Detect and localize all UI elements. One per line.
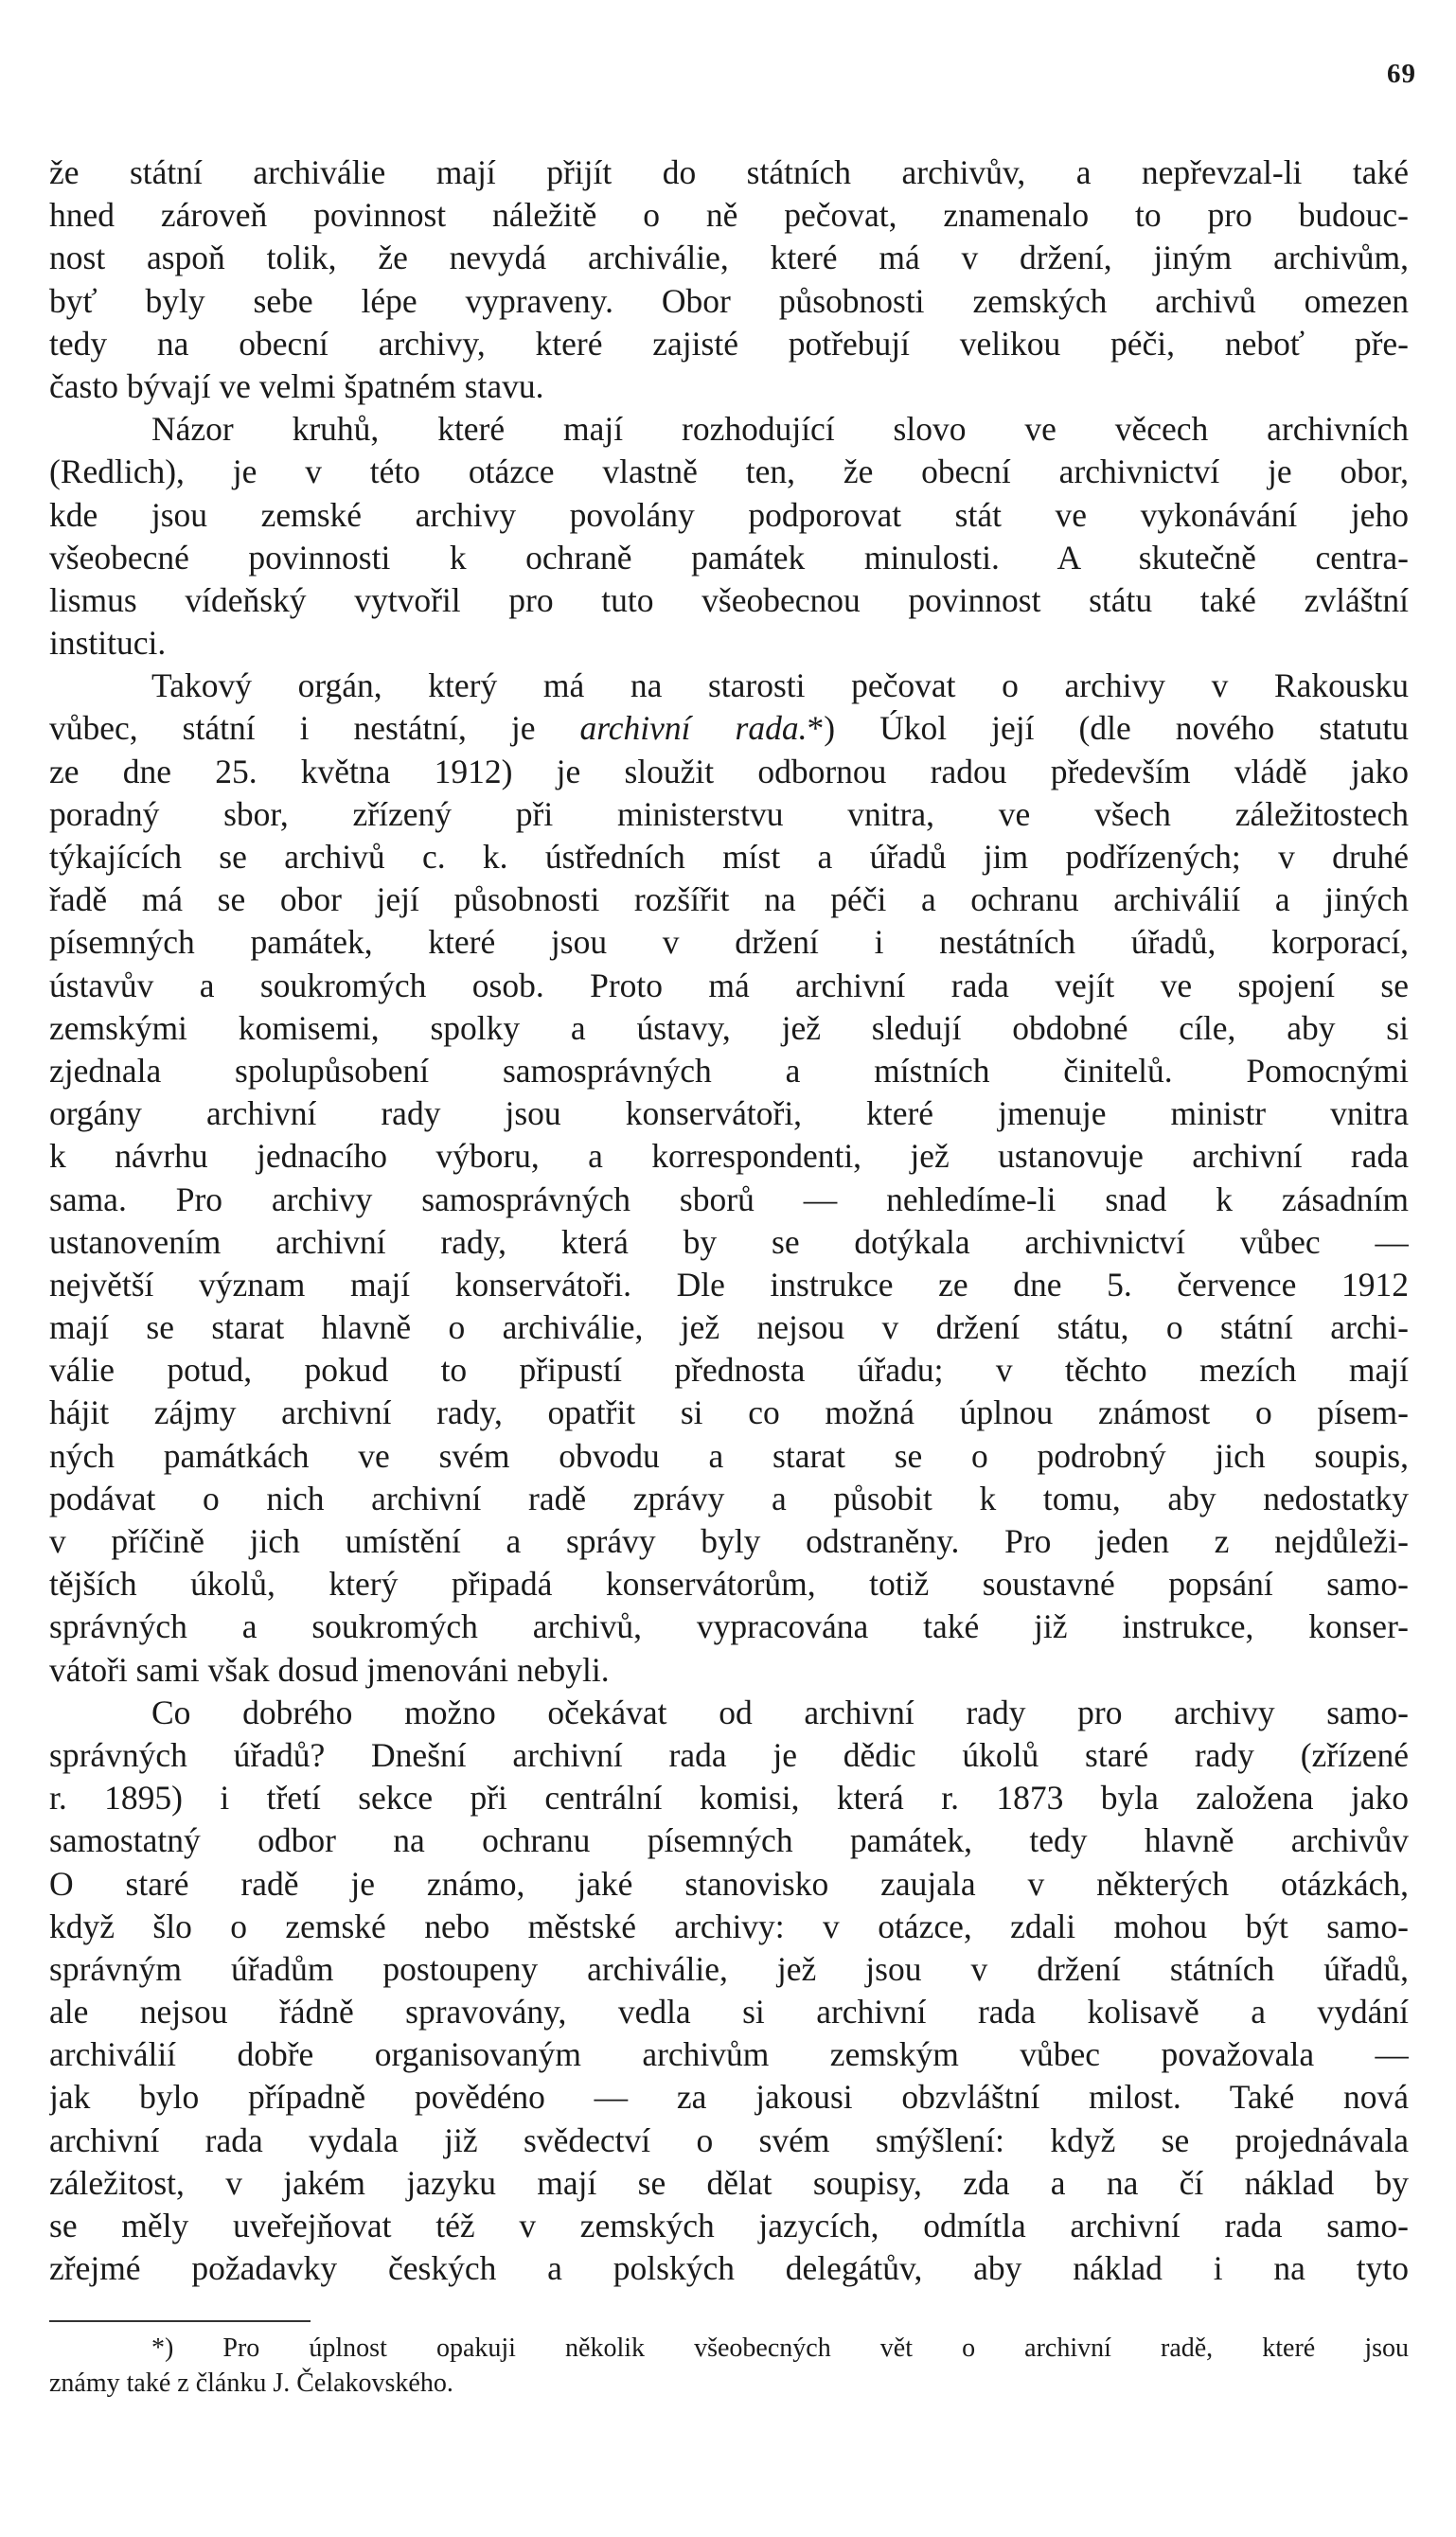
text-line: k návrhu jednacího výboru, a korrespondenti, jež ustanovuje archivní rada: [49, 1137, 1409, 1176]
text-line: poradný sbor, zřízený při ministerstvu vnitra, ve všech záležitostech: [49, 794, 1409, 833]
text-line: ze dne 25. května 1912) je sloužit odbornou radou především vládě jako: [49, 752, 1409, 790]
text-line: ustanovením archivní rady, která by se dotýkala archivnictví vůbec —: [49, 1222, 1409, 1261]
text-line: správných úřadů? Dnešní archivní rada je dědic úkolů staré rady (zřízené: [49, 1735, 1409, 1774]
text-line: vátoři sami však dosud jmenováni nebyli.: [49, 1650, 610, 1689]
text-line: správných a soukromých archivů, vypracována také již instrukce, konser-: [49, 1607, 1409, 1646]
text-line: písemných památek, které jsou v držení i nestátních úřadů, korporací,: [49, 923, 1409, 962]
text-line: když šlo o zemské nebo městské archivy: v otázce, zdali mohou být samo-: [49, 1907, 1409, 1945]
text-line: správným úřadům postoupeny archiválie, jež jsou v držení státních úřadů,: [49, 1949, 1409, 1988]
text-line: orgány archivní rady jsou konservátoři, které jmenuje ministr vnitra: [49, 1094, 1409, 1133]
paragraph-start-line: Co dobrého možno očekávat od archivní rady pro archivy samo-: [151, 1693, 1409, 1731]
text-line: sama. Pro archivy samosprávných sborů — nehledíme-li snad k zásadním: [49, 1180, 1409, 1218]
footnote-line: *) Pro úplnost opakuji několik všeobecných vět o archivní radě, které jsou: [151, 2333, 1409, 2363]
text-line: O staré radě je známo, jaké stanovisko zaujala v některých otázkách,: [49, 1864, 1409, 1903]
text-line: r. 1895) i třetí sekce při centrální komisi, která r. 1873 byla založena jako: [49, 1779, 1409, 1818]
text-line: často bývají ve velmi špatném stavu.: [49, 366, 544, 405]
page-number: 69: [1387, 59, 1416, 89]
text-line: řadě má se obor její působnosti rozšířit na péči a ochranu archiválií a jiných: [49, 880, 1409, 919]
text-line: kde jsou zemské archivy povolány podporovat stát ve vykonávání jeho: [49, 495, 1409, 534]
text-line: hned zároveň povinnost náležitě o ně pečovat, znamenalo to pro budouc-: [49, 196, 1409, 235]
text-segment: vůbec, státní i nestátní, je: [49, 709, 580, 748]
text-line: podávat o nich archivní radě zprávy a působit k tomu, aby nedostatky: [49, 1479, 1409, 1517]
italic-term: archivní rada.: [579, 709, 808, 748]
footnote: [49, 2331, 1409, 2401]
text-line: zemskými komisemi, spolky a ústavy, jež sledují obdobné cíle, aby si: [49, 1008, 1409, 1047]
text-line: v příčině jich umístění a správy byly odstraněny. Pro jeden z nejdůleži-: [49, 1522, 1409, 1560]
text-line: hájit zájmy archivní rady, opatřit si co možná úplnou známost o písem-: [49, 1393, 1409, 1432]
text-line: ných památkách ve svém obvodu a starat se o podrobný jich soupis,: [49, 1436, 1409, 1475]
text-line: jak bylo případně povědéno — za jakousi obzvláštní milost. Také nová: [49, 2078, 1409, 2117]
text-line: mají se starat hlavně o archiválie, jež nejsou v držení státu, o státní archi-: [49, 1308, 1409, 1347]
text-line: lismus vídeňský vytvořil pro tuto všeobecnou povinnost státu také zvláštní: [49, 580, 1409, 619]
text-line: ale nejsou řádně spravovány, vedla si archivní rada kolisavě a vydání: [49, 1993, 1409, 2031]
footnote-line: známy také z článku J. Čelakovského.: [49, 2368, 453, 2398]
paragraph-start-line: Názor kruhů, které mají rozhodující slovo ve věcech archivních: [151, 410, 1409, 449]
text-line: se měly uveřejňovat též v zemských jazycích, odmítla archivní rada samo-: [49, 2207, 1409, 2244]
text-line: nost aspoň tolik, že nevydá archiválie, které má v držení, jiným archivům,: [49, 239, 1409, 277]
text-line: všeobecné povinnosti k ochraně památek minulosti. A skutečně centra-: [49, 538, 1409, 577]
text-line: archivní rada vydala již svědectví o svém smýšlení: když se projednávala: [49, 2120, 1409, 2159]
text-line: týkajících se archivů c. k. ústředních míst a úřadů jim podřízených; v druhé: [49, 838, 1409, 876]
text-line: že státní archiválie mají přijít do státních archivův, a nepřevzal-li také: [49, 153, 1409, 191]
text-line: válie potud, pokud to připustí přednosta úřadu; v těchto mezích mají: [49, 1351, 1409, 1390]
text-line: největší význam mají konservátoři. Dle instrukce ze dne 5. července 1912: [49, 1265, 1409, 1304]
text-line: samostatný odbor na ochranu písemných památek, tedy hlavně archivův: [49, 1821, 1409, 1860]
text-segment: *) Úkol její (dle nového statutu: [807, 709, 1409, 748]
text-line: byť byly sebe lépe vypraveny. Obor působnosti zemských archivů omezen: [49, 281, 1409, 320]
paragraph-start-line: Takový orgán, který má na starosti pečovat o archivy v Rakousku: [151, 666, 1409, 705]
text-line: (Redlich), je v této otázce vlastně ten, že obecní archivnictví je obor,: [49, 452, 1409, 491]
body-text: [49, 151, 1409, 2290]
footnote-divider: [49, 2320, 311, 2322]
text-line: záležitost, v jakém jazyku mají se dělat soupisy, zda a na čí náklad by: [49, 2163, 1409, 2202]
text-line: tějších úkolů, který připadá konservátorům, totiž soustavné popsání samo-: [49, 1565, 1409, 1604]
text-line: zjednala spolupůsobení samosprávných a místních činitelů. Pomocnými: [49, 1051, 1409, 1090]
text-line: zřejmé požadavky českých a polských delegátův, aby náklad i na tyto: [49, 2249, 1409, 2288]
text-line: ústavův a soukromých osob. Proto má archivní rada vejít ve spojení se: [49, 966, 1409, 1004]
text-line: tedy na obecní archivy, které zajisté potřebují velikou péči, neboť pře-: [49, 324, 1409, 363]
text-line: archiválií dobře organisovaným archivům zemským vůbec považovala —: [49, 2035, 1409, 2074]
text-line-with-italic: [49, 707, 1409, 750]
text-line: instituci.: [49, 624, 167, 663]
